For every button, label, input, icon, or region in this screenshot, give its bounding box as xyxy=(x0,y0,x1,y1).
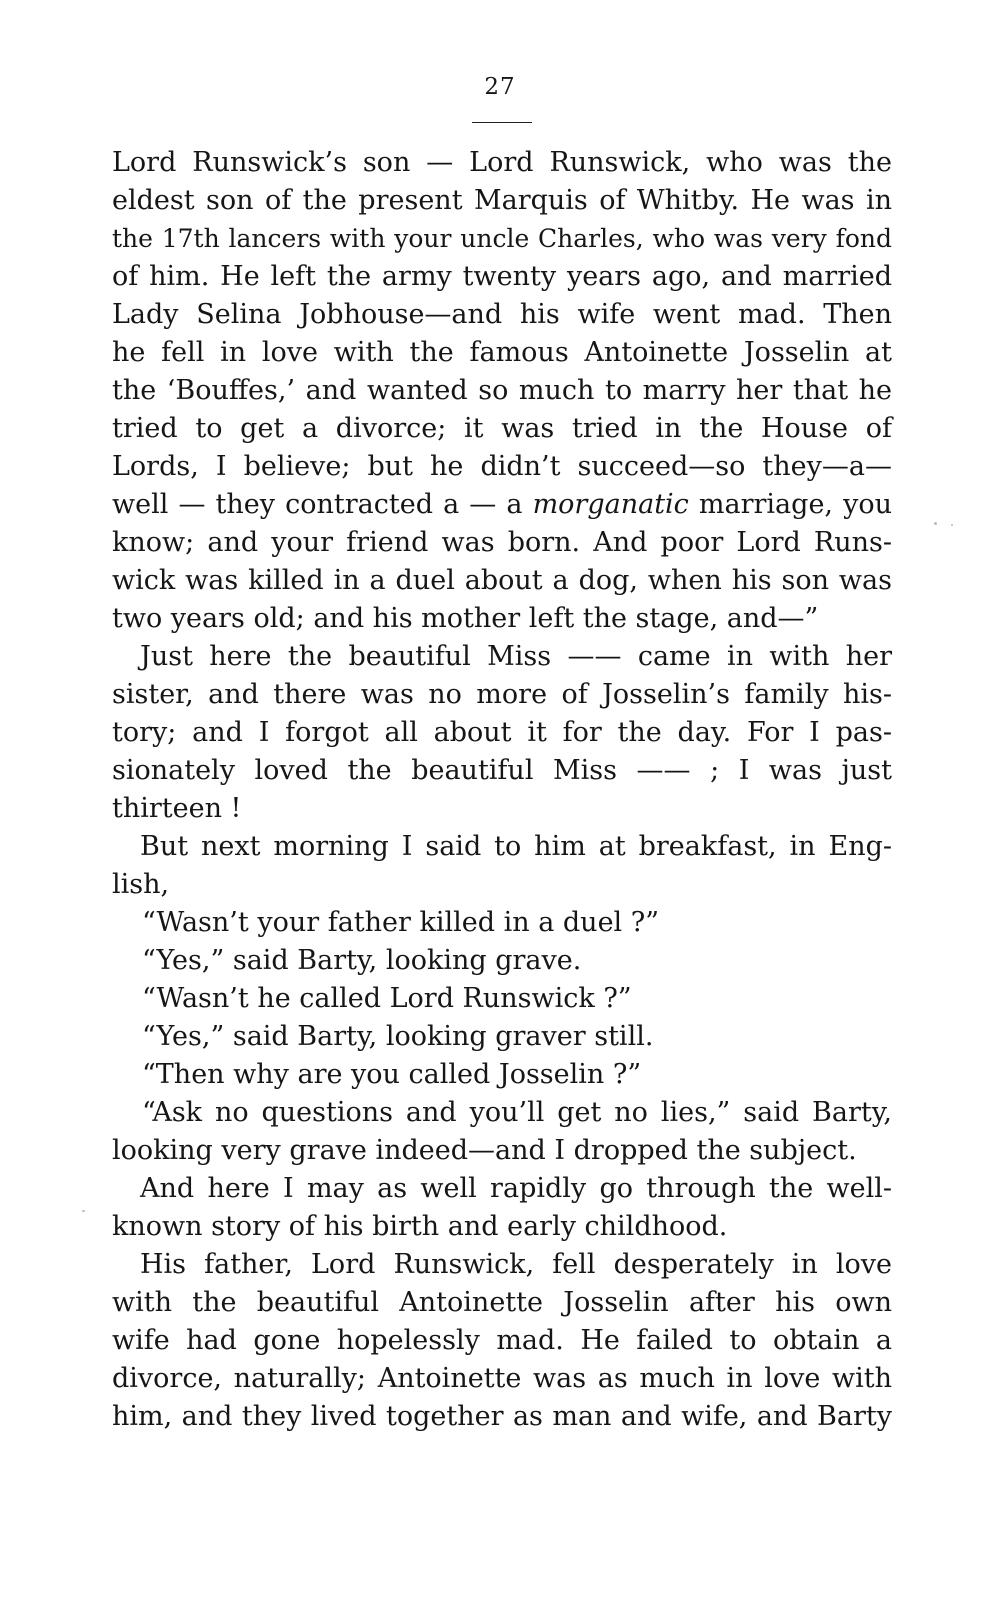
text-line: Just here the beautiful Miss —— came in with her xyxy=(140,641,892,672)
text-line: sister, and there was no more of Josselin’s family his- xyxy=(112,679,892,710)
text-line: looking very grave indeed—and I dropped the subject. xyxy=(112,1135,857,1166)
text-line: with the beautiful Antoinette Josselin after his own xyxy=(112,1287,892,1318)
text-line: know; and your friend was born. And poor Lord Runs- xyxy=(112,527,892,558)
text-line: But next morning I said to him at breakfast, in Eng- xyxy=(140,831,892,862)
text-line: tory; and I forgot all about it for the day. For I pas- xyxy=(112,717,892,748)
text-line: “Wasn’t your father killed in a duel ?” xyxy=(142,907,660,938)
paper-speck xyxy=(82,1210,85,1212)
text-line: sionately loved the beautiful Miss —— ; I was just xyxy=(112,755,892,786)
italic-word: morganatic xyxy=(532,489,689,520)
text-line: lish, xyxy=(112,869,170,900)
text-line: he fell in love with the famous Antoinette Josselin at xyxy=(112,337,892,368)
text-line: wick was killed in a duel about a dog, when his son was xyxy=(112,565,892,596)
text-segment: well — they contracted a — a xyxy=(112,489,533,520)
text-line: known story of his birth and early childhood. xyxy=(112,1211,728,1242)
text-line: Lord Runswick’s son — Lord Runswick, who was the xyxy=(112,147,892,178)
header-rule xyxy=(472,122,532,123)
text-line: “Then why are you called Josselin ?” xyxy=(142,1059,642,1090)
text-line: eldest son of the present Marquis of Whitby. He was in xyxy=(112,185,892,216)
text-line: tried to get a divorce; it was tried in the House of xyxy=(112,413,892,444)
text-segment: marriage, you xyxy=(688,489,892,520)
text-line: Lords, I believe; but he didn’t succeed—so they—a— xyxy=(112,451,892,482)
text-line: thirteen ! xyxy=(112,793,242,824)
text-line: divorce, naturally; Antoinette was as much in love with xyxy=(112,1363,892,1394)
text-line: “Yes,” said Barty, looking grave. xyxy=(142,945,582,976)
text-line: of him. He left the army twenty years ago, and married xyxy=(112,261,892,292)
paper-speck xyxy=(951,524,953,526)
text-line: Lady Selina Jobhouse—and his wife went mad. Then xyxy=(112,299,892,330)
body-text xyxy=(112,144,892,1436)
text-line: And here I may as well rapidly go through the well- xyxy=(140,1173,892,1204)
text-line: wife had gone hopelessly mad. He failed to obtain a xyxy=(112,1325,892,1356)
text-line: His father, Lord Runswick, fell desperately in love xyxy=(140,1249,892,1280)
page-number: 27 xyxy=(484,74,516,100)
text-line: “Ask no questions and you’ll get no lies,” said Barty, xyxy=(142,1097,892,1128)
text-line: the ‘Bouffes,’ and wanted so much to marry her that he xyxy=(112,375,892,406)
text-line: two years old; and his mother left the stage, and—” xyxy=(112,603,819,634)
text-line: him, and they lived together as man and wife, and Barty xyxy=(112,1401,892,1432)
paper-speck xyxy=(934,522,937,525)
text-line: the 17th lancers with your uncle Charles, who was very fond xyxy=(112,224,892,253)
text-line: “Yes,” said Barty, looking graver still. xyxy=(142,1021,654,1052)
text-line xyxy=(112,486,892,524)
text-line: “Wasn’t he called Lord Runswick ?” xyxy=(142,983,632,1014)
